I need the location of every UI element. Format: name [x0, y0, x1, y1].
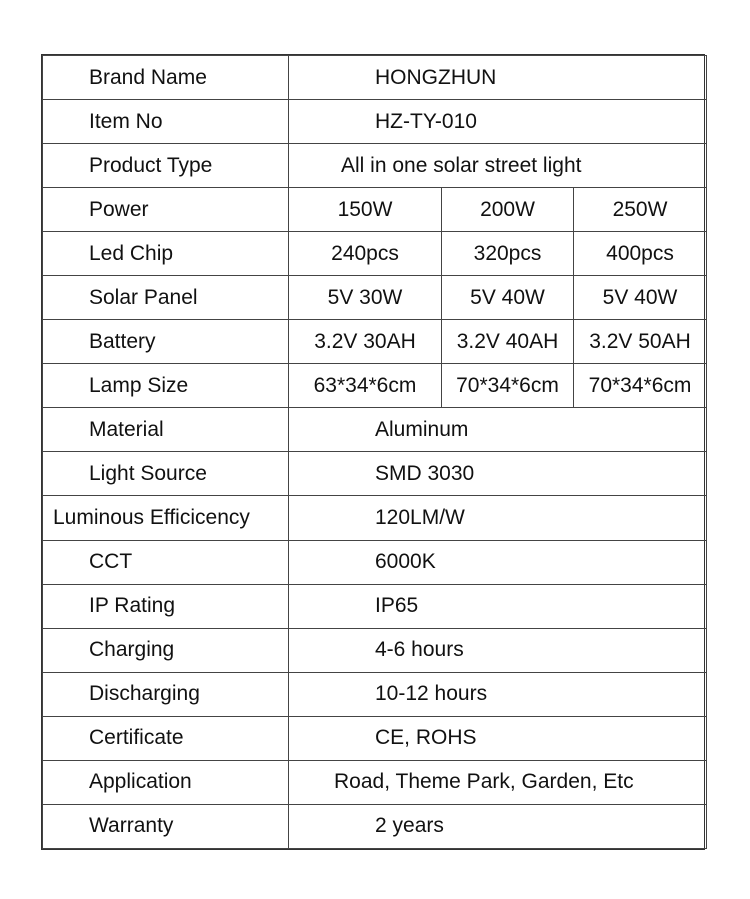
spec-value-250w: 70*34*6cm — [574, 364, 707, 408]
spec-label: Product Type — [43, 144, 289, 188]
spec-value: IP65 — [289, 584, 707, 628]
spec-value-200w: 200W — [442, 188, 574, 232]
spec-row-charging — [43, 628, 707, 672]
spec-label: Luminous Efficicency — [43, 496, 289, 540]
spec-row-light-source — [43, 452, 707, 496]
spec-label: Discharging — [43, 672, 289, 716]
spec-label: Item No — [43, 100, 289, 144]
spec-row-material — [43, 408, 707, 452]
spec-row-power — [43, 188, 707, 232]
spec-label: Light Source — [43, 452, 289, 496]
spec-row-solar-panel — [43, 276, 707, 320]
spec-row-battery — [43, 320, 707, 364]
spec-value: Road, Theme Park, Garden, Etc — [289, 760, 707, 804]
spec-label: CCT — [43, 540, 289, 584]
spec-value: CE, ROHS — [289, 716, 707, 760]
spec-row-certificate — [43, 716, 707, 760]
spec-value: All in one solar street light — [289, 144, 707, 188]
spec-value-150w: 5V 30W — [289, 276, 442, 320]
spec-row-cct — [43, 540, 707, 584]
spec-label: Power — [43, 188, 289, 232]
spec-value: 2 years — [289, 804, 707, 848]
spec-value: HONGZHUN — [289, 56, 707, 100]
spec-row-discharging — [43, 672, 707, 716]
spec-value-200w: 320pcs — [442, 232, 574, 276]
spec-label: Lamp Size — [43, 364, 289, 408]
spec-label: Warranty — [43, 804, 289, 848]
spec-value: 6000K — [289, 540, 707, 584]
spec-row-application — [43, 760, 707, 804]
spec-row-led-chip — [43, 232, 707, 276]
spec-value-150w: 63*34*6cm — [289, 364, 442, 408]
spec-value-250w: 250W — [574, 188, 707, 232]
spec-value-200w: 5V 40W — [442, 276, 574, 320]
spec-label: Application — [43, 760, 289, 804]
spec-value: SMD 3030 — [289, 452, 707, 496]
spec-table — [42, 55, 707, 849]
spec-sheet — [41, 54, 705, 850]
spec-value-150w: 3.2V 30AH — [289, 320, 442, 364]
spec-row-item-no — [43, 100, 707, 144]
spec-label: Led Chip — [43, 232, 289, 276]
spec-label: Solar Panel — [43, 276, 289, 320]
spec-label: Charging — [43, 628, 289, 672]
spec-row-warranty — [43, 804, 707, 848]
spec-label: Brand Name — [43, 56, 289, 100]
spec-value-250w: 3.2V 50AH — [574, 320, 707, 364]
spec-label: Battery — [43, 320, 289, 364]
spec-row-lamp-size — [43, 364, 707, 408]
spec-label: Certificate — [43, 716, 289, 760]
spec-value-250w: 5V 40W — [574, 276, 707, 320]
spec-value: HZ-TY-010 — [289, 100, 707, 144]
spec-value-150w: 150W — [289, 188, 442, 232]
spec-value: 120LM/W — [289, 496, 707, 540]
spec-row-luminous-efficiency — [43, 496, 707, 540]
spec-value-200w: 70*34*6cm — [442, 364, 574, 408]
spec-label: Material — [43, 408, 289, 452]
spec-value-200w: 3.2V 40AH — [442, 320, 574, 364]
spec-row-product-type — [43, 144, 707, 188]
spec-value: 4-6 hours — [289, 628, 707, 672]
spec-value: 10-12 hours — [289, 672, 707, 716]
spec-row-ip-rating — [43, 584, 707, 628]
spec-label: IP Rating — [43, 584, 289, 628]
spec-value-150w: 240pcs — [289, 232, 442, 276]
spec-row-brand-name — [43, 56, 707, 100]
spec-value: Aluminum — [289, 408, 707, 452]
spec-value-250w: 400pcs — [574, 232, 707, 276]
